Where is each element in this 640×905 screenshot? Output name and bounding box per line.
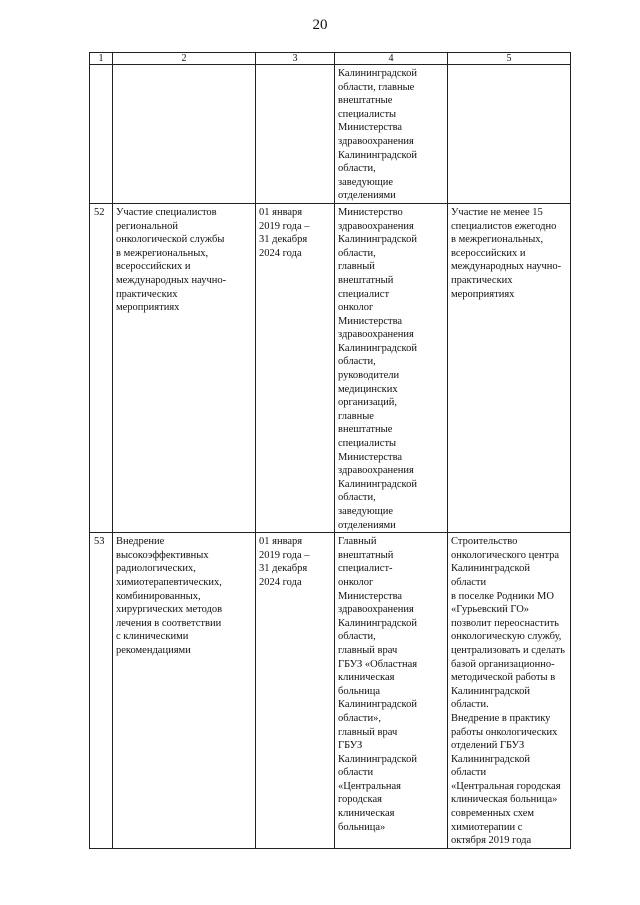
row-number-cell bbox=[90, 533, 113, 849]
result-text: Участие не менее 15 специалистов ежегодно в межрегиональных, всероссийских и международных научно- практических мероприятиях bbox=[451, 206, 562, 300]
period-cell bbox=[256, 65, 335, 204]
result-cell bbox=[448, 65, 571, 204]
row-number: 53 bbox=[94, 536, 105, 548]
period-text: 01 января 2019 года – 31 декабря 2024 года bbox=[259, 536, 310, 588]
result-text: Строительство онкологического центра Калининградской области в поселке Родники МО «Гурьевский ГО» позволит переоснастить онкологическую службу, централизовать и сделать базой организационно- методической работы в Калининградской области. Внедрение в практику работы онкологических отделений ГБУЗ Калининградской области «Центральная городская клиническая больница» современных схем химиотерапии с октября 2019 года bbox=[451, 536, 565, 847]
period-text: 01 января 2019 года – 31 декабря 2024 года bbox=[259, 206, 310, 259]
column-number-3: 3 bbox=[256, 53, 335, 65]
row-number-cell bbox=[90, 65, 113, 204]
responsible-text: Главный внештатный специалист- онколог Министерства здравоохранения Калининградской области, главный врач ГБУЗ «Областная клиническая больница Калининградской области», главный врач ГБУЗ Калининградской области «Центральная городская клиническая больница» bbox=[338, 536, 418, 833]
row-number-cell bbox=[90, 203, 113, 532]
result-text bbox=[451, 65, 567, 67]
table-header-row bbox=[90, 53, 571, 65]
table-row-52 bbox=[90, 203, 571, 532]
measures-table bbox=[89, 52, 571, 849]
event-cell bbox=[113, 533, 256, 849]
period-text bbox=[259, 65, 331, 67]
page-number: 20 bbox=[312, 17, 328, 33]
table-row-53 bbox=[90, 533, 571, 849]
responsible-cell bbox=[335, 203, 448, 532]
column-number-4: 4 bbox=[335, 53, 448, 65]
event-text bbox=[116, 65, 252, 67]
event-cell bbox=[113, 65, 256, 204]
row-number bbox=[93, 65, 109, 67]
column-number-1: 1 bbox=[90, 53, 113, 65]
event-text: Внедрение высокоэффективных радиологических, химиотерапевтических, комбинированных, хирургических методов лечения в соответствии с клиническими рекомендациями bbox=[116, 536, 223, 656]
result-cell bbox=[448, 533, 571, 849]
responsible-text: Министерство здравоохранения Калининградской области, главный внештатный специалист онколог Министерства здравоохранения Калининградской области, руководители медицинских организаций, главные внештатные специалисты Министерства здравоохранения Калининградской области, заведующие отделениями bbox=[338, 206, 417, 531]
column-number-5: 5 bbox=[448, 53, 571, 65]
period-cell bbox=[256, 203, 335, 532]
table-row-continuation bbox=[90, 65, 571, 204]
responsible-text: Калининградской области, главные внештатные специалисты Министерства здравоохранения Калининградской области, заведующие отделениями bbox=[338, 68, 417, 202]
row-number: 52 bbox=[94, 206, 105, 218]
column-number-2: 2 bbox=[113, 53, 256, 65]
result-cell bbox=[448, 203, 571, 532]
event-text: Участие специалистов региональной онкологической службы в межрегиональных, всероссийских и международных научно- практических мероприятиях bbox=[116, 206, 227, 314]
period-cell bbox=[256, 533, 335, 849]
event-cell bbox=[113, 203, 256, 532]
responsible-cell bbox=[335, 65, 448, 204]
responsible-cell bbox=[335, 533, 448, 849]
